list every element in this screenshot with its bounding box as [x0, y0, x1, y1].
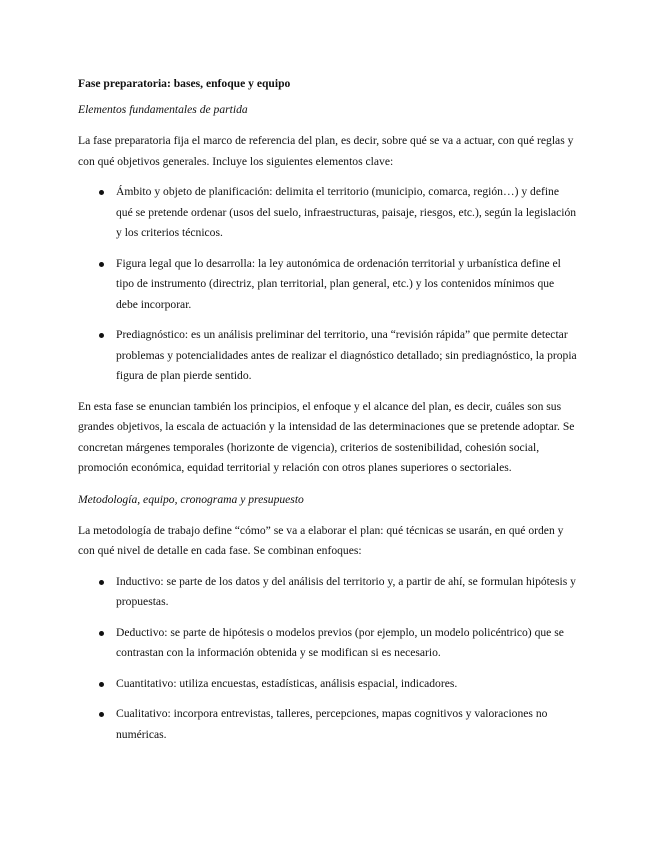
list-item: Inductivo: se parte de los datos y del análisis del territorio y, a partir de ahí, se formulan hipótesis y propuestas. — [78, 572, 577, 613]
section-2-intro: La metodología de trabajo define “cómo” se va a elaborar el plan: qué técnicas se usarán, en qué orden y con qué nivel de detalle en cada fase. Se combinan enfoques: — [78, 523, 564, 557]
list-item: Prediagnóstico: es un análisis preliminar del territorio, una “revisión rápida” que permite detectar problemas y potencialidades antes de realizar el diagnóstico detallado; sin prediagnóstico, la propia figura de plan pierde sentido. — [78, 325, 577, 387]
list-item: Cualitativo: incorpora entrevistas, talleres, percepciones, mapas cognitivos y valoraciones no numéricas. — [78, 704, 577, 745]
section-2-subheading: Metodología, equipo, cronograma y presupuesto — [78, 492, 304, 506]
list-item: Deductivo: se parte de hipótesis o modelos previos (por ejemplo, un modelo policéntrico) que se contrastan con la información obtenida y se modifican si es necesario. — [78, 623, 577, 664]
list-item: Cuantitativo: utiliza encuestas, estadísticas, análisis espacial, indicadores. — [78, 674, 577, 695]
section-1-bullet-list — [78, 182, 577, 387]
list-item: Figura legal que lo desarrolla: la ley autonómica de ordenación territorial y urbanística define el tipo de instrumento (directriz, plan territorial, plan general, etc.) y los contenidos mínimos que debe incorporar. — [78, 254, 577, 316]
section-1-intro: La fase preparatoria fija el marco de referencia del plan, es decir, sobre qué se va a actuar, con qué reglas y con qué objetivos generales. Incluye los siguientes elementos clave: — [78, 134, 574, 168]
section-1-closing: En esta fase se enuncian también los principios, el enfoque y el alcance del plan, es decir, cuáles son sus grandes objetivos, la escala de actuación y la intensidad de las determinaciones que se pretende adoptar. Se concretan márgenes temporales (horizonte de vigencia), criterios de sostenibilidad, cohesión social, promoción económica, equidad territorial y relación con otros planes superiores o sectoriales. — [78, 399, 575, 474]
section-2-bullet-list — [78, 572, 577, 746]
list-item: Ámbito y objeto de planificación: delimita el territorio (municipio, comarca, región…) y define qué se pretende ordenar (usos del suelo, infraestructuras, paisaje, riesgos, etc.), según la legislación y los criterios técnicos. — [78, 182, 577, 244]
document-title: Fase preparatoria: bases, enfoque y equipo — [78, 77, 291, 90]
section-1-subheading: Elementos fundamentales de partida — [78, 103, 248, 116]
